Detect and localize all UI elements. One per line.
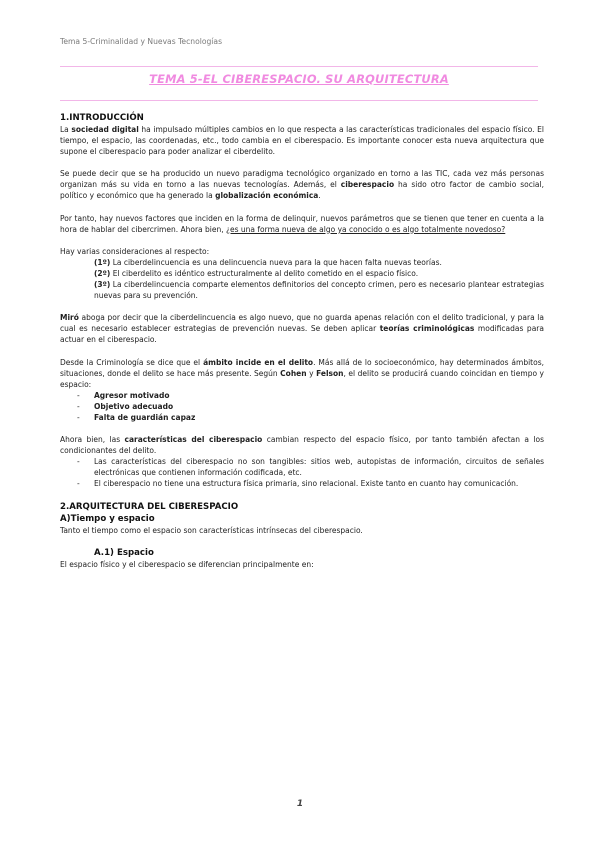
text: ha impulsado múltiples cambios en lo que respecta a las características tradicionales del espacio físico. El tiempo, el espacio, las coordenadas, etc., todo cambia en el ciberespacio. Es importante conocer esta nueva arquitectura que supone el ciberespacio para poder analizar el ciberdelito. <box>60 125 544 157</box>
consideration-item <box>94 279 544 301</box>
paragraph: Hay varias consideraciones al respecto: <box>60 246 210 256</box>
item-text: La ciberdelincuencia comparte elementos definitorios del concepto crimen, pero es necesario plantear estrategias nuevas para su prevención. <box>94 280 544 301</box>
subsection-heading-tiempo-espacio: A)Tiempo y espacio <box>60 513 155 524</box>
text: modificadas para actuar en el ciberespacio. <box>60 324 544 345</box>
item-text: El ciberdelito es idéntico estructuralmente al delito cometido en el espacio físico. <box>110 268 419 278</box>
text: . Más allá de lo socioeconómico, hay determinados ámbitos, situaciones, donde el delito se hace más presente. Según <box>60 357 544 378</box>
item-number: (2º) <box>94 268 111 278</box>
author-name: Felson <box>316 368 344 378</box>
item-number: (1º) <box>94 257 111 267</box>
bold-term: características del ciberespacio <box>124 435 263 445</box>
factor-text: Objetivo adecuado <box>94 401 174 411</box>
text: Se puede decir que se ha producido un nuevo paradigma tecnológico organizado en torno a las TIC, cada vez más personas organizan más su vida en torno a las nuevas tecnologías. Además, el <box>60 169 544 190</box>
paragraph <box>60 124 544 157</box>
factor-text: Agresor motivado <box>94 390 170 400</box>
text: ha sido otro factor de cambio social, político y económico que ha generado la <box>60 180 544 201</box>
section-heading-introduccion: 1.INTRODUCCIÓN <box>60 113 144 123</box>
list-item: - Objetivo adecuado <box>77 401 174 411</box>
text: Ahora bien, las <box>60 435 125 445</box>
text: Por tanto, hay nuevos factores que inciden en la forma de delinquir, nuevos parámetros que se tienen que tener en cuenta a la hora de hablar del cibercrimen. Ahora bien, <box>60 213 544 234</box>
author-name: Miró <box>60 313 79 323</box>
bold-term: teorías criminológicas <box>379 324 475 334</box>
paragraph <box>60 357 544 390</box>
list-item: - Falta de guardián capaz <box>77 412 196 422</box>
author-name: Cohen <box>280 368 307 378</box>
text: aboga por decir que la ciberdelincuencia es algo nuevo, que no guarda apenas relación con el delito tradicional, y para la cual es necesario establecer estrategias de prevención nuevas. Se deben aplicar <box>60 313 544 334</box>
consideration-item <box>94 257 544 268</box>
text: . <box>318 191 321 201</box>
paragraph <box>60 168 544 201</box>
list-item: - Agresor motivado <box>77 390 170 400</box>
paragraph: El espacio físico y el ciberespacio se diferencian principalmente en: <box>60 559 314 569</box>
title-rule-bottom <box>60 100 538 101</box>
underlined-question: ¿es una forma nueva de algo ya conocido o es algo totalmente novedoso? <box>226 224 506 234</box>
subsubsection-heading-espacio: A.1) Espacio <box>94 547 154 558</box>
text: , el delito se producirá cuando coincidan en tiempo y espacio: <box>60 368 544 389</box>
item-text: Las características del ciberespacio no son tangibles: sitios web, autopistas de información, circuitos de señales electrónicas que contienen información codificada, etc. <box>94 457 544 478</box>
bold-term: ámbito incide en el delito <box>203 357 314 367</box>
factor-text: Falta de guardián capaz <box>94 412 196 422</box>
paragraph: Tanto el tiempo como el espacio son características intrínsecas del ciberespacio. <box>60 525 363 535</box>
running-header: Tema 5-Criminalidad y Nuevas Tecnologías <box>60 37 223 46</box>
item-text: El ciberespacio no tiene una estructura física primaria, sino relacional. Existe tanto en cuanto hay comunicación. <box>94 479 519 489</box>
document-title: TEMA 5-EL CIBERESPACIO. SU ARQUITECTURA <box>149 72 449 86</box>
bold-term: sociedad digital <box>71 125 139 134</box>
title-rule-top <box>60 66 538 67</box>
section-heading-arquitectura: 2.ARQUITECTURA DEL CIBERESPACIO <box>60 501 239 512</box>
text: La <box>60 125 72 134</box>
list-item: - El ciberespacio no tiene una estructura física primaria, sino relacional. Existe tanto en cuanto hay comunicación. <box>77 479 519 489</box>
paragraph <box>60 312 544 345</box>
characteristics-list <box>60 456 544 489</box>
factor-list <box>60 390 544 423</box>
item-text: La ciberdelincuencia es una delincuencia nueva para la que hacen falta nuevas teorías. <box>110 257 442 267</box>
paragraph <box>60 434 544 456</box>
bold-term: ciberespacio <box>340 180 395 190</box>
paragraph <box>60 213 544 235</box>
text: cambian respecto del espacio físico, por tanto también afectan a los condicionantes del delito. <box>60 435 544 456</box>
item-number: (3º) <box>94 280 111 290</box>
list-item: - Las características del ciberespacio no son tangibles: sitios web, autopistas de información, circuitos de señales electrónicas que contienen información codificada, etc. <box>77 457 544 478</box>
consideration-item <box>94 268 544 279</box>
consideration-list <box>60 257 544 301</box>
text: y <box>306 368 317 378</box>
bold-term: globalización económica <box>215 191 319 201</box>
page-number: 1 <box>296 799 304 809</box>
text: Desde la Criminología se dice que el <box>60 357 204 367</box>
document-body <box>60 112 544 570</box>
